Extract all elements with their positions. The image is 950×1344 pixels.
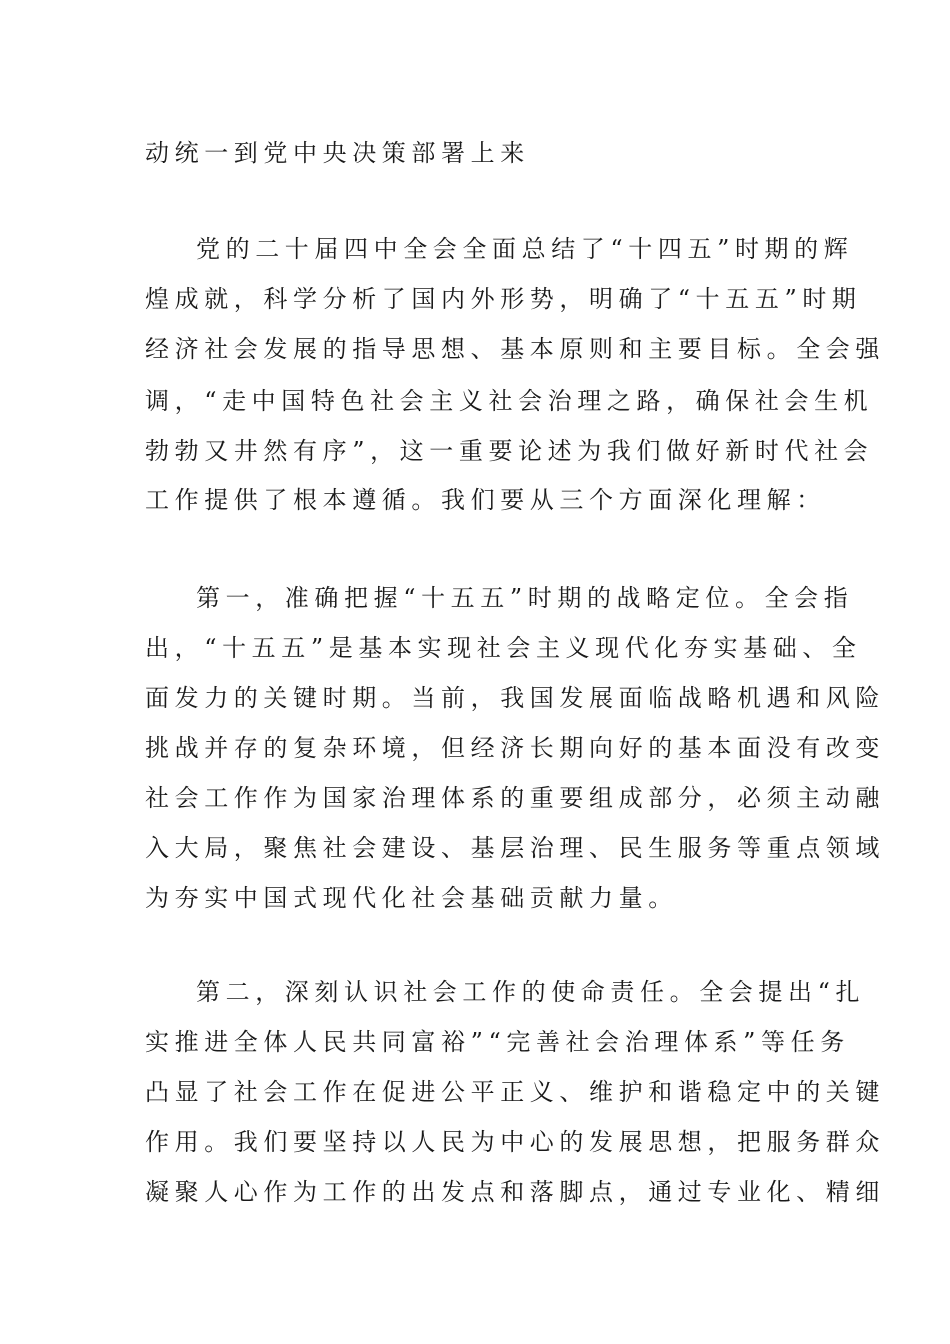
paragraph-2-line-2: 出，“十五五”是基本实现社会主义现代化夯实基础、全 [145,634,862,662]
paragraph-3-line-5: 凝聚人心作为工作的出发点和落脚点，通过专业化、精细 [145,1178,885,1206]
paragraph-1-line-2: 煌成就，科学分析了国内外形势，明确了“十五五”时期 [145,285,862,313]
paragraph-1-line-3: 经济社会发展的指导思想、基本原则和主要目标。全会强 [145,335,885,363]
paragraph-3-line-4: 作用。我们要坚持以人民为中心的发展思想，把服务群众 [145,1128,885,1156]
paragraph-2-line-4: 挑战并存的复杂环境，但经济长期向好的基本面没有改变 [145,734,885,762]
paragraph-2-line-7: 为夯实中国式现代化社会基础贡献力量。 [145,884,678,912]
text-line-continuation: 动统一到党中央决策部署上来 [145,139,530,167]
paragraph-1-line-5: 勃勃又井然有序”，这一重要论述为我们做好新时代社会 [145,437,874,465]
paragraph-1-line-6: 工作提供了根本遵循。我们要从三个方面深化理解： [145,486,826,514]
paragraph-2-line-1: 第一，准确把握“十五五”时期的战略定位。全会指 [196,584,854,612]
paragraph-3-line-1: 第二，深刻认识社会工作的使命责任。全会提出“扎 [196,978,866,1006]
paragraph-1-line-1: 党的二十届四中全会全面总结了“十四五”时期的辉 [196,235,854,263]
paragraph-3-line-3: 凸显了社会工作在促进公平正义、维护和谐稳定中的关键 [145,1078,885,1106]
paragraph-1-line-4: 调，“走中国特色社会主义社会治理之路，确保社会生机 [145,387,874,415]
paragraph-2-line-6: 入大局，聚焦社会建设、基层治理、民生服务等重点领域 [145,834,885,862]
paragraph-2-line-3: 面发力的关键时期。当前，我国发展面临战略机遇和风险 [145,684,885,712]
paragraph-2-line-5: 社会工作作为国家治理体系的重要组成部分，必须主动融 [145,784,885,812]
paragraph-3-line-2: 实推进全体人民共同富裕”“完善社会治理体系”等任务 [145,1028,850,1056]
